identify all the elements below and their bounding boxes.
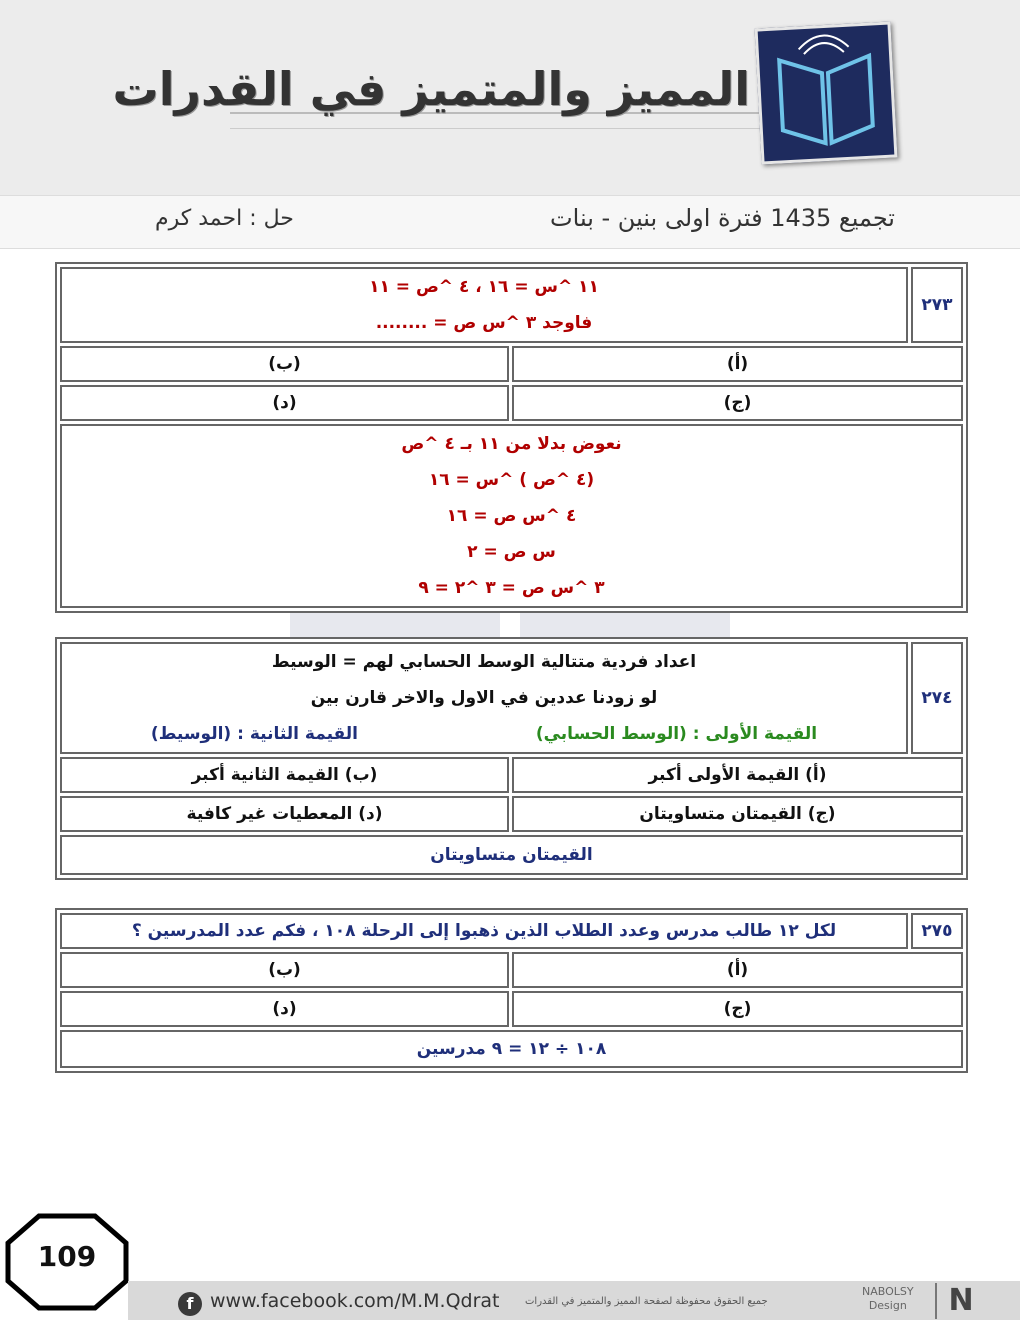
option-b[interactable]: (ب): [60, 952, 509, 988]
option-d[interactable]: (د): [60, 385, 509, 421]
designer-brand: [862, 1285, 914, 1313]
question-stem: لكل ١٢ طالب مدرس وعدد الطلاب الذين ذهبوا إلى الرحلة ١٠٨ ، فكم عدد المدرسين ؟: [60, 913, 908, 949]
sub-header: [0, 195, 1020, 249]
option-a[interactable]: (أ) القيمة الأولى أكبر: [512, 757, 963, 793]
solver-label: حل : احمد كرم: [155, 206, 294, 231]
option-c[interactable]: (ج): [512, 385, 963, 421]
answer: ١٠٨ ÷ ١٢ = ٩ مدرسين: [60, 1030, 963, 1068]
brand-letter: N: [935, 1283, 979, 1319]
facebook-link[interactable]: www.facebook.com/M.M.Qdrat: [210, 1290, 500, 1312]
brand-name: NABOLSY: [862, 1285, 914, 1298]
option-d[interactable]: (د): [60, 991, 509, 1027]
facebook-icon[interactable]: f: [178, 1292, 202, 1316]
brand-sub: Design: [868, 1299, 907, 1312]
question-stem: [60, 642, 908, 754]
value-second: القيمة الثانية : (الوسيط): [150, 724, 359, 744]
value-first: القيمة الأولى : (الوسط الحسابي): [535, 724, 818, 744]
question-number: ٢٧٤: [911, 642, 963, 754]
stem-line-2: فاوجد ٣ ^س ص = ........: [375, 313, 593, 333]
option-a[interactable]: (أ): [512, 952, 963, 988]
solution-line-2: (٤ ^ص ) ^س = ١٦: [428, 470, 595, 490]
solution-line-3: ٤ ^س ص = ١٦: [446, 506, 577, 526]
logo-title: المميز والمتميز في القدرات: [112, 62, 750, 116]
option-c[interactable]: (ج): [512, 991, 963, 1027]
question-273: [55, 262, 968, 613]
stem-line-1: اعداد فردية متتالية الوسط الحسابي لهم = الوسيط: [271, 652, 697, 672]
question-number: ٢٧٣: [911, 267, 963, 343]
option-a[interactable]: (أ): [512, 346, 963, 382]
compare-values: [62, 716, 906, 752]
option-c[interactable]: (ج) القيمتان متساويتان: [512, 796, 963, 832]
stem-line-1: ١١ ^س = ١٦ ، ٤ ^ص = ١١: [369, 277, 599, 297]
question-number: ٢٧٥: [911, 913, 963, 949]
copyright-text: جميع الحقوق محفوظة لصفحة المميز والمتميز في القدرات: [525, 1296, 768, 1307]
option-b[interactable]: (ب) القيمة الثانية أكبر: [60, 757, 509, 793]
answer: القيمتان متساويتان: [60, 835, 963, 875]
collection-label: تجميع 1435 فترة اولى بنين - بنات: [550, 204, 895, 232]
question-275: [55, 908, 968, 1073]
book-logo-icon: [755, 22, 898, 165]
stem-line-2: لو زودنا عددين في الاول والاخر قارن بين: [310, 688, 658, 708]
solution-line-1: نعوض بدلا من ١١ بـ ٤ ^ص: [401, 434, 622, 454]
option-d[interactable]: (د) المعطيات غير كافية: [60, 796, 509, 832]
solution-line-5: ٣ ^س ص = ٣ ^٢ = ٩: [418, 578, 605, 598]
solution: [60, 424, 963, 608]
option-b[interactable]: (ب): [60, 346, 509, 382]
solution-line-4: س ص = ٢: [467, 542, 556, 562]
question-stem: [60, 267, 908, 343]
question-274: [55, 637, 968, 880]
page-number: 109: [37, 1240, 97, 1273]
